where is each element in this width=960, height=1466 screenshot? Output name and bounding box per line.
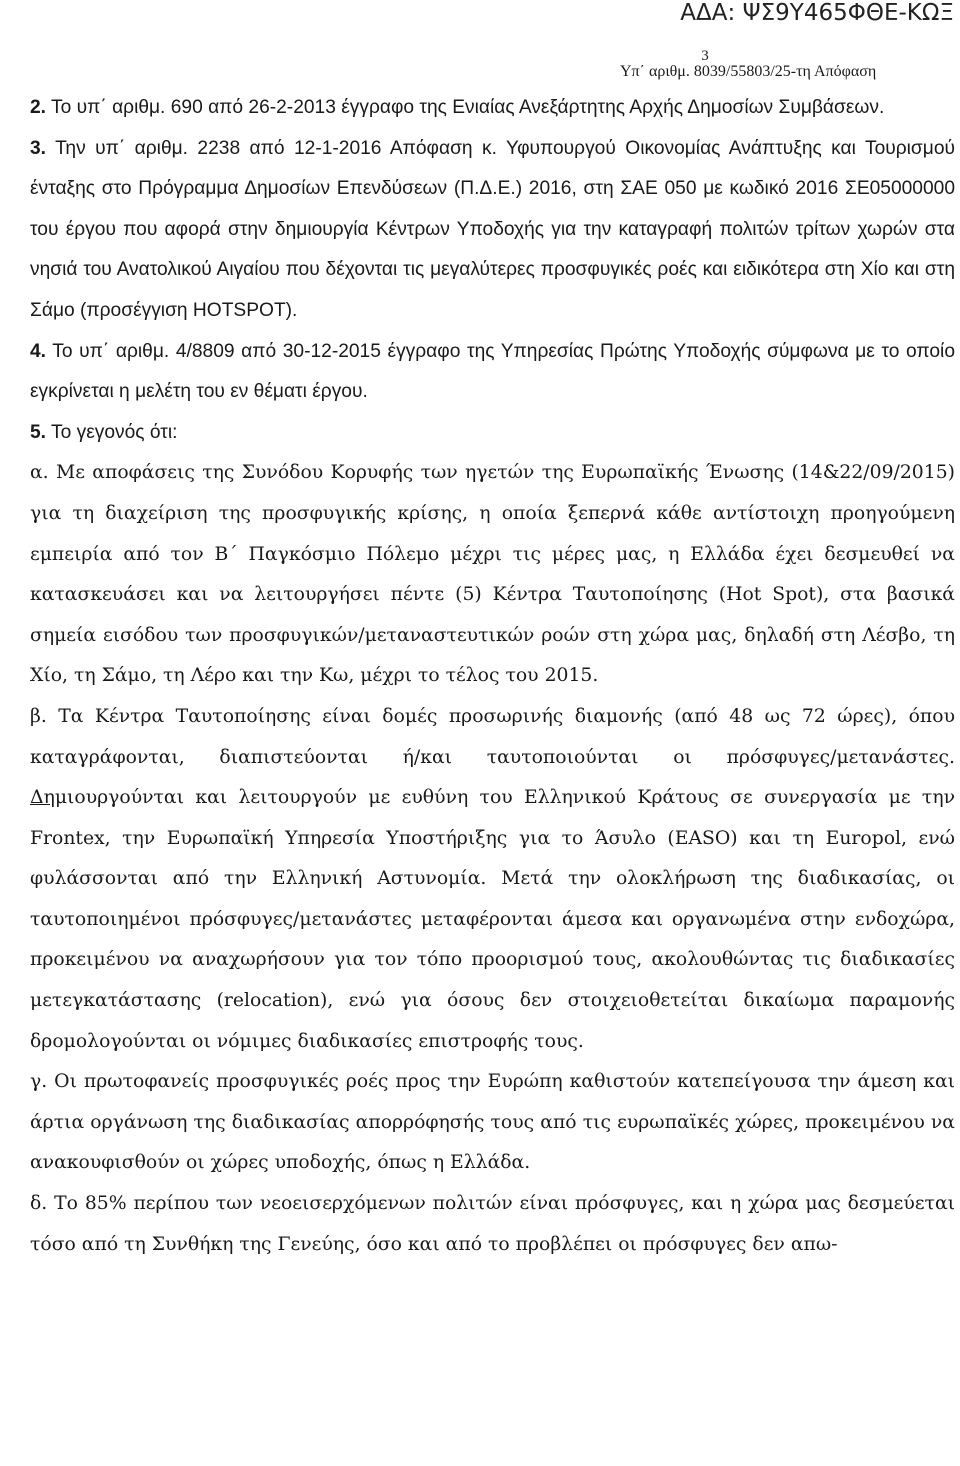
item-number: 3. — [30, 137, 47, 159]
item-3 — [30, 129, 955, 332]
subitem-d: δ. Το 85% περίπου των νεοεισερχόμενων πολιτών είναι πρόσφυγες, και η χώρα μας δεσμεύεται τόσο από τη Συνθήκη της Γενεύης, όσο και από το προβλέπει οι πρόσφυγες δεν απω- — [30, 1193, 955, 1255]
subitem-a: α. Με αποφάσεις της Συνόδου Κορυφής των ηγετών της Ευρωπαϊκής Ένωσης (14&22/09/2015) για τη διαχείριση της προσφυγικής κρίσης, η οποία ξεπερνά κάθε αντίστοιχη προηγούμενη εμπειρία από τον Β΄ Παγκόσμιο Πόλεμο μέχρι τις μέρες μας, η Ελλάδα έχει δεσμευθεί να κατασκευάσει και να λειτουργήσει πέντε (5) Κέντρα Ταυτοποίησης (Hot Spot), στα βασικά σημεία εισόδου των προσφυγικών/μεταναστευτικών ροών στη χώρα μας, δηλαδή στη Λέσβο, τη Χίο, τη Σάμο, τη Λέρο και την Κω, μέχρι το τέλος του 2015. — [30, 462, 955, 687]
ada-code: ΑΔΑ: ΨΣ9Υ465ΦΘΕ-ΚΩΞ — [680, 0, 954, 26]
item-text: Το υπ΄ αριθμ. 4/8809 από 30-12-2015 έγγραφο της Υπηρεσίας Πρώτης Υποδοχής σύμφωνα με το οποίο εγκρίνεται η μελέτη του εν θέματι έργου. — [30, 340, 955, 403]
page-number: 3 — [701, 48, 709, 64]
item-number: 2. — [30, 97, 47, 118]
item-number: 5. — [30, 421, 47, 443]
item-5 — [30, 413, 955, 454]
decision-reference: Υπ΄ αριθμ. 8039/55803/25-τη Απόφαση — [620, 63, 877, 80]
item-2 — [30, 88, 955, 129]
subitem-b — [30, 697, 955, 1062]
item-number: 4. — [30, 340, 47, 362]
subitem-c: γ. Οι πρωτοφανείς προσφυγικές ροές προς την Ευρώπη καθιστούν κατεπείγουσα την άμεση και άρτια οργάνωση της διαδικασίας απορρόφησής τους από τις ευρωπαϊκές χώρες, προκειμένου να ανακουφισθούν οι χώρες υποδοχής, όπως η Ελλάδα. — [30, 1071, 955, 1174]
page-header — [620, 48, 877, 80]
item-text: Την υπ΄ αριθμ. 2238 από 12-1-2016 Απόφαση κ. Υφυπουργού Οικονομίας Ανάπτυξης και Τουρισμού ένταξης στο Πρόγραμμα Δημοσίων Επενδύσεων (Π.Δ.Ε.) 2016, στη ΣΑΕ 050 με κωδικό 2016 ΣΕ05000000 του έργου που αφορά στην δημιουργία Κέντρων Υποδοχής για την καταγραφή πολιτών τρίτων χωρών στα νησιά του Ανατολικού Αιγαίου που δέχονται τις μεγαλύτερες προσφυγικές ροές και ειδικότερα στη Χίο και στη Σάμο (προσέγγιση HOTSPOT). — [30, 137, 955, 321]
subitem-b-text-cont: μιουργούνται και λειτουργούν με ευθύνη του Ελληνικού Κράτους σε συνεργασία με την Frontex, την Ευρωπαϊκή Υπηρεσία Υποστήριξης για το Άσυλο (EASO) και τη Europol, ενώ φυλάσσονται από την Ελληνική Αστυνομία. Μετά την ολοκλήρωση της διαδικασίας, οι ταυτοποιημένοι πρόσφυγες/μετανάστες μεταφέρονται άμεσα και οργανωμένα στην ενδοχώρα, προκειμένου να αναχωρήσουν για τον τόπο προορισμού τους, ακολουθώντας τις διαδικασίες μετεγκατάστασης (relocation), ενώ για όσους δεν στοιχειοθετείται δικαίωμα παραμονής δρομολογούνται οι νόμιμες διαδικασίες επιστροφής τους. — [30, 787, 955, 1052]
item-text: Το γεγονός ότι: — [46, 421, 178, 443]
subitem-b-underlined: Δη — [30, 787, 55, 809]
document-body — [30, 88, 955, 1265]
item-4 — [30, 332, 955, 413]
subitem-b-text: β. Τα Κέντρα Ταυτοποίησης είναι δομές προσωρινής διαμονής (από 48 ως 72 ώρες), όπου καταγράφονται, διαπιστεύονται ή/και ταυτοποιούνται οι πρόσφυγες/μετανάστες. — [30, 705, 955, 768]
item-text: Το υπ΄ αριθμ. 690 από 26-2-2013 έγγραφο της Ενιαίας Ανεξάρτητης Αρχής Δημοσίων Συμβάσεων. — [46, 97, 885, 118]
